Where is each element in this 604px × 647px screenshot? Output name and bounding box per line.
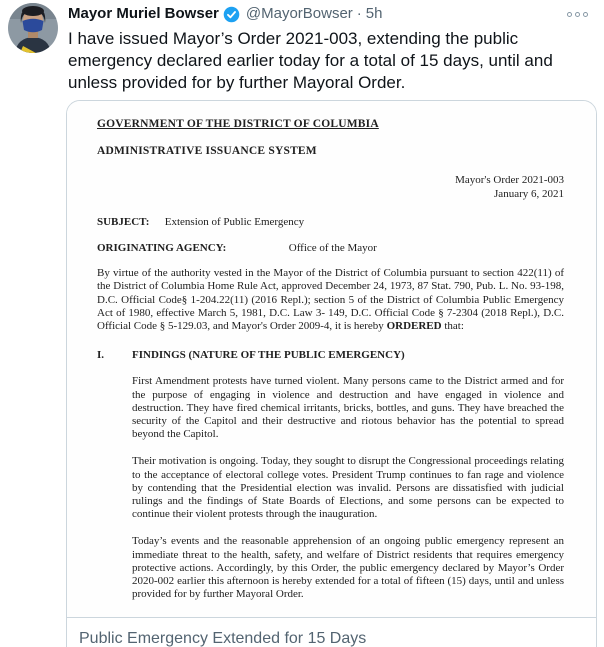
display-name[interactable]: Mayor Muriel Bowser (68, 5, 219, 22)
profile-avatar[interactable] (8, 3, 58, 53)
doc-agency-row (97, 242, 564, 255)
more-options-button[interactable] (565, 10, 590, 19)
avatar-photo-icon (8, 3, 58, 53)
card-caption-bar (67, 617, 596, 647)
more-options-icon (567, 12, 572, 17)
doc-section-title: FINDINGS (NATURE OF THE PUBLIC EMERGENCY) (132, 349, 405, 362)
tweet-header (68, 3, 596, 24)
doc-subject-label: SUBJECT: (97, 215, 150, 228)
verified-badge-icon (223, 6, 240, 23)
doc-order-date: January 6, 2021 (494, 187, 564, 200)
doc-section-number: I. (97, 349, 105, 362)
doc-findings-paragraph-2: Their motivation is ongoing. Today, they sought to disrupt the Congressional proceedings relating to the acceptance of electoral college votes. President Trump continues to fan rage and violence by contending that the Presidential election was invalid. Persons are dissatisfied with judicial rulings and the findings of State Boards of Elections, and some persons can be expected to continue their violent protests through the inauguration. (132, 455, 564, 521)
dot-separator: · (356, 5, 362, 22)
doc-header-government: GOVERNMENT OF THE DISTRICT OF COLUMBIA (97, 118, 379, 130)
doc-order-number: Mayor's Order 2021-003 (455, 174, 564, 187)
doc-authority-tail: that: (441, 320, 464, 333)
link-preview-card[interactable] (66, 100, 597, 647)
doc-section-heading (97, 349, 564, 362)
handle-group (246, 4, 383, 24)
doc-findings-paragraph-1: First Amendment protests have turned violent. Many persons came to the District armed and for the purpose of engaging in violence and destruction and have engaged in violence and destruction. They have fired chemical irritants, bricks, bottles, and guns. They have breached the security of the Capitol and their destructive and riotous behavior has the potential to spread beyond the Capitol. (132, 375, 564, 441)
more-options-icon (575, 12, 580, 17)
doc-findings-paragraph-3: Today’s events and the reasonable apprehension of an ongoing public emergency represent an immediate threat to the health, safety, and welfare of District residents that requires emergency protective actions. Accordingly, by this Order, the public emergency declared by Mayor’s Order 2020-002 earlier this afternoon is hereby extended for a total of fifteen (15) days, until and unless provided for by further Mayoral Order. (132, 535, 564, 601)
doc-header-issuance-system: ADMINISTRATIVE ISSUANCE SYSTEM (97, 145, 317, 158)
card-caption: Public Emergency Extended for 15 Days (79, 630, 367, 647)
doc-subject-row (97, 216, 564, 229)
doc-subject-value: Extension of Public Emergency (164, 215, 305, 228)
user-handle[interactable]: @MayorBowser (245, 5, 353, 22)
doc-authority-text: By virtue of the authority vested in the Mayor of the District of Columbia pursuant to section 422(11) of the District of Columbia Home Rule Act, approved December 24, 1973, 87 Stat. 790, Pub. L. No. 93-198, D.C. Official Code§ 1-204.22(11) (2016 Repl.); section 5 of the District of Columbia Public Emergency Act of 1980, effective March 5, 1981, D.C. Law 3- 149, D.C. Official Code § 7-2304 (2018 Repl.), D.C. Official Code § 5-129.03, and Mayor's Order 2009-4, it is hereby (97, 267, 564, 333)
tweet-text: I have issued Mayor’s Order 2021-003, extending the public emergency declared earlier today for a total of 15 days, until and unless provided for by further Mayoral Order. (68, 29, 553, 92)
more-options-icon (583, 12, 588, 17)
doc-agency-label: ORIGINATING AGENCY: (97, 242, 227, 255)
tweet-timestamp[interactable]: 5h (365, 5, 383, 22)
doc-order-block (97, 174, 564, 200)
doc-authority-paragraph (97, 267, 564, 333)
document-image (67, 101, 596, 617)
doc-ordered-keyword: ORDERED (386, 320, 442, 333)
doc-agency-value: Office of the Mayor (288, 242, 377, 255)
